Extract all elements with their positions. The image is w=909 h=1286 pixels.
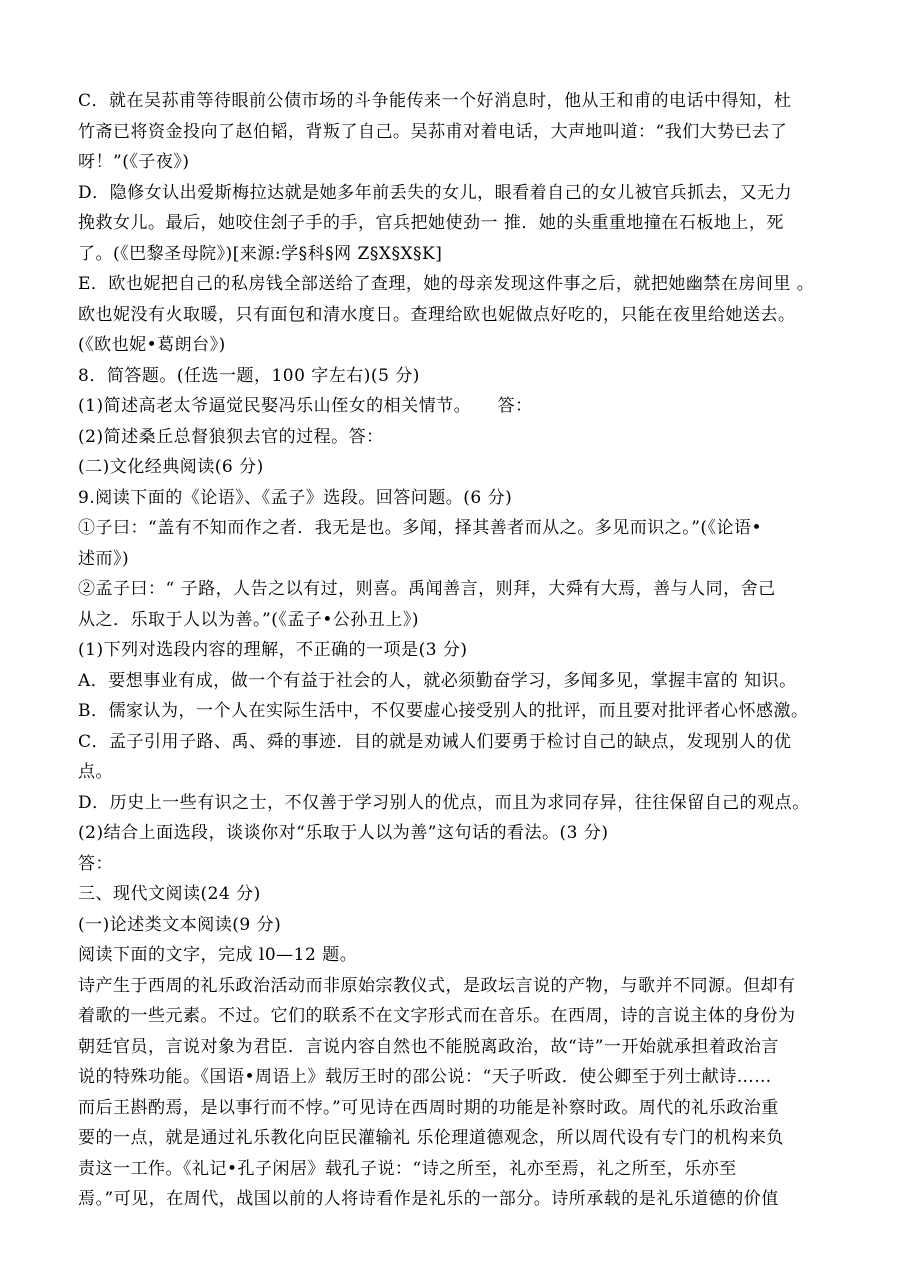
answer-label: 答： bbox=[78, 853, 113, 874]
option-c: C．孟子引用子路、禹、舜的事迹．目的就是劝诫人们要勇于检讨自己的缺点，发现别人的优 bbox=[78, 731, 792, 752]
text-line: 挽救女儿。最后，她咬住刽子手的手，官兵把她使劲一 推．她的头重重地撞在石板地上，死 bbox=[78, 213, 784, 233]
text-line: D．隐修女认出爱斯梅拉达就是她多年前丢失的女儿，眼看着自己的女儿被官兵抓去，又无力 bbox=[78, 182, 793, 203]
question-8-heading: 8．简答题。(任选一题，100 字左右)(5 分) bbox=[78, 365, 420, 386]
text-line: C．就在吴荪甫等待眼前公债市场的斗争能传来一个好消息时，他从王和甫的电话中得知，杜 bbox=[78, 91, 792, 111]
section-heading: 三、现代文阅读(24 分) bbox=[78, 884, 261, 904]
document-page bbox=[78, 86, 838, 1245]
subsection-heading: (一)论述类文本阅读(9 分) bbox=[78, 914, 282, 935]
text-line: (2)结合上面选段，谈谈你对“乐取于人以为善”这句话的看法。(3 分) bbox=[78, 823, 609, 843]
text-line: (1)简述高老太爷逼觉民娶冯乐山侄女的相关情节。 答： bbox=[78, 396, 533, 416]
option-b: B．儒家认为，一个人在实际生活中，不仅要虚心接受别人的批评，而且要对批评者心怀感激。 bbox=[78, 701, 809, 721]
passage-line: 责这一工作。《礼记•孔子闲居》载孔子说：“诗之所至，礼亦至焉，礼之所至，乐亦至 bbox=[78, 1158, 737, 1179]
passage-line: 诗产生于西周的礼乐政治活动而非原始宗教仪式，是政坛言说的产物，与歌并不同源。但却有 bbox=[78, 975, 796, 996]
passage-line: 着歌的一些元素。不过。它们的联系不在文字形式而在音乐。在西周，诗的言说主体的身份为 bbox=[78, 1006, 796, 1026]
passage-line bbox=[78, 1215, 838, 1246]
option-d: D．历史上一些有识之士，不仅善于学习别人的优点，而且为求同存异，往往保留自己的观点。 bbox=[78, 792, 810, 813]
passage-line: 要的一点，就是通过礼乐教化向臣民灌输礼 乐伦理道德观念，所以周代设有专门的机构来负 bbox=[78, 1128, 784, 1148]
text-line: (《欧也妮•葛朗台》) bbox=[78, 335, 226, 355]
option-a: A．要想事业有成，做一个有益于社会的人，就必须勤奋学习，多闻多见，掌握丰富的 知识。 bbox=[78, 670, 797, 691]
text-line: 从之．乐取于人以为善。”(《孟子•公孙丑上》) bbox=[78, 609, 419, 630]
text-line: 欧也妮没有火取暖，只有面包和清水度日。查理给欧也妮做点好吃的，只能在夜里给她送去。 bbox=[78, 304, 796, 325]
text-line: ①子曰：“盖有不知而作之者．我无是也。多闻，择其善者而从之。多见而识之。”(《论语• bbox=[78, 518, 763, 538]
text-line: (2)简述桑丘总督狼狈去官的过程。答： bbox=[78, 426, 384, 447]
passage-line: 说的特殊功能。《国语•周语上》载厉王时的邵公说：“天子听政．使公卿至于列士献诗…… bbox=[78, 1067, 772, 1087]
question-9-heading: 9.阅读下面的《论语》、《孟子》选段。回答问题。(6 分) bbox=[78, 487, 513, 508]
section-heading: (二)文化经典阅读(6 分) bbox=[78, 457, 264, 477]
text-line: ②孟子曰：“ 子路，人告之以有过，则喜。禹闻善言，则拜，大舜有大焉，善与人同，舍己 bbox=[78, 579, 776, 599]
passage-line: 而后王斟酌焉，是以事行而不悖。”可见诗在西周时期的功能是补察时政。周代的礼乐政治重 bbox=[78, 1097, 779, 1118]
text-line: 竹斋已将资金投向了赵伯韬，背叛了自己。吴荪甫对着电话，大声地叫道：“我们大势已去了 bbox=[78, 121, 788, 142]
text-line: 了。(《巴黎圣母院》)[来源:学§科§网 Z§X§X§K] bbox=[78, 243, 443, 264]
text-line: (1)下列对选段内容的理解，不正确的一项是(3 分) bbox=[78, 640, 468, 660]
passage-line: 朝廷官员，言说对象为君臣．言说内容自然也不能脱离政治，故“诗”一开始就承担着政治言 bbox=[78, 1036, 779, 1057]
text-line: 呀！”(《子夜》) bbox=[78, 152, 190, 172]
text-line: 点。 bbox=[78, 762, 113, 782]
text-line: E．欧也妮把自己的私房钱全部送给了查理，她的母亲发现这件事之后，就把她幽禁在房间里 。 bbox=[78, 274, 815, 294]
passage-line: 焉。”可见，在周代，战国以前的人将诗看作是礼乐的一部分。诗所承载的是礼乐道德的价值 bbox=[78, 1189, 779, 1209]
text-line: 述而》) bbox=[78, 548, 130, 569]
text-line: 阅读下面的文字，完成 l0—12 题。 bbox=[78, 945, 358, 965]
